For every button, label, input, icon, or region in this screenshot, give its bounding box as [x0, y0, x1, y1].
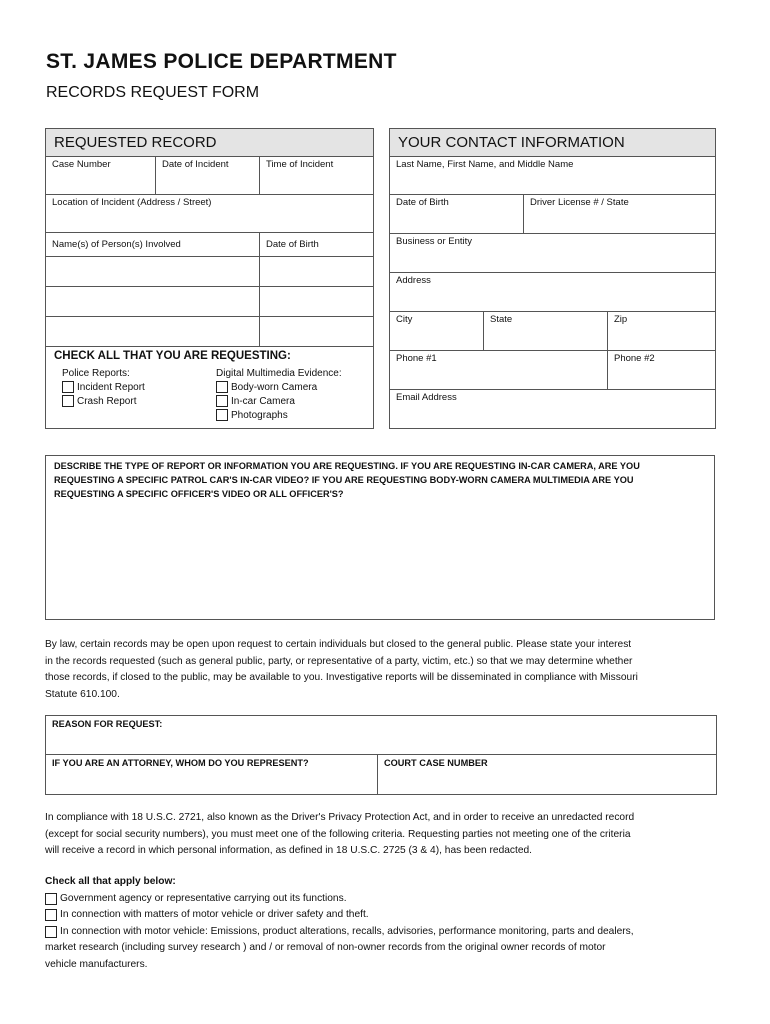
photographs-label: Photographs: [231, 409, 288, 421]
person-dob-input[interactable]: [260, 287, 374, 317]
contact-dob-label: Date of Birth: [396, 197, 449, 208]
location-field[interactable]: [46, 195, 374, 233]
criteria-title: Check all that apply below:: [45, 876, 176, 887]
zip-label: Zip: [614, 314, 628, 325]
crash-report-option[interactable]: [62, 394, 145, 408]
crash-report-label: Crash Report: [77, 395, 137, 407]
reason-field[interactable]: [46, 716, 717, 755]
photographs-checkbox[interactable]: [216, 409, 228, 421]
driver-license-label: Driver License # / State: [530, 197, 629, 208]
criteria-label: In connection with matters of motor vehicle or driver safety and theft.: [60, 909, 369, 920]
contact-info-table: [389, 128, 716, 429]
phone2-field[interactable]: [608, 351, 716, 390]
describe-line: REQUESTING A SPECIFIC OFFICER'S VIDEO OR ALL OFFICER'S?: [54, 489, 344, 499]
checklist-title: CHECK ALL THAT YOU ARE REQUESTING:: [54, 350, 291, 362]
criteria-label-continued: vehicle manufacturers.: [45, 958, 148, 970]
person-name-input[interactable]: [46, 287, 260, 317]
persons-involved-label: Name(s) of Person(s) Involved: [52, 239, 181, 250]
court-case-label: COURT CASE NUMBER: [384, 758, 488, 768]
paragraph-line: (except for social security numbers), you must meet one of the following criteria. Requesting parties not meeting one of the criteria: [45, 828, 631, 840]
state-label: State: [490, 314, 513, 325]
address-label: Address: [396, 275, 431, 286]
paragraph-line: in the records requested (such as general public, party, or representative of a party, victim, etc.) so that we may determine whether: [45, 655, 633, 667]
attorney-label: IF YOU ARE AN ATTORNEY, WHOM DO YOU REPRESENT?: [52, 758, 309, 768]
page-title: ST. JAMES POLICE DEPARTMENT: [46, 50, 397, 73]
person-name-input[interactable]: [46, 317, 260, 347]
multimedia-label: Digital Multimedia Evidence:: [216, 367, 342, 379]
incident-report-option[interactable]: [62, 380, 145, 394]
case-number-field[interactable]: [46, 157, 156, 195]
person-dob-input[interactable]: [260, 257, 374, 287]
contact-info-heading: YOUR CONTACT INFORMATION: [390, 129, 716, 157]
requested-record-heading: REQUESTED RECORD: [46, 129, 374, 157]
criteria-label: In connection with motor vehicle: Emissions, product alterations, recalls, advisories, performance monitoring, parts and dealers,: [60, 925, 634, 937]
criteria-section: [45, 874, 735, 973]
attorney-field[interactable]: [46, 755, 378, 795]
email-label: Email Address: [396, 392, 457, 403]
full-name-field[interactable]: [390, 157, 716, 195]
paragraph-line: In compliance with 18 U.S.C. 2721, also known as the Driver's Privacy Protection Act, and in order to receive an unredacted record: [45, 812, 635, 823]
city-field[interactable]: [390, 312, 484, 351]
compliance-paragraph: [45, 810, 725, 860]
motor-vehicle-checkbox[interactable]: [45, 926, 57, 938]
date-of-incident-label: Date of Incident: [162, 159, 229, 170]
criteria-label-continued: market research (including survey research ) and / or removal of non-owner records from the original owner records of motor: [45, 942, 606, 953]
persons-involved-header: [46, 233, 260, 257]
form-subtitle: RECORDS REQUEST FORM: [46, 84, 260, 101]
zip-field[interactable]: [608, 312, 716, 351]
criteria-label: Government agency or representative carrying out its functions.: [60, 892, 347, 904]
law-paragraph: [45, 637, 725, 703]
photographs-option[interactable]: [216, 408, 342, 422]
describe-line: REQUESTING A SPECIFIC PATROL CAR'S IN-CAR VIDEO? IF YOU ARE REQUESTING BODY-WORN CAMERA MULTIMEDIA ARE YOU: [54, 475, 634, 485]
describe-request-textarea[interactable]: [45, 455, 715, 620]
crash-report-checkbox[interactable]: [62, 395, 74, 407]
contact-dob-field[interactable]: [390, 195, 524, 234]
business-entity-field[interactable]: [390, 234, 716, 273]
case-number-label: Case Number: [52, 159, 111, 170]
person-name-input[interactable]: [46, 257, 260, 287]
phone2-label: Phone #2: [614, 353, 655, 364]
reason-table: [45, 715, 717, 795]
paragraph-line: those records, if closed to the public, may be available to you. Investigative reports will be disseminated in compliance with Missouri: [45, 672, 638, 683]
driver-license-field[interactable]: [524, 195, 716, 234]
government-checkbox[interactable]: [45, 893, 57, 905]
dob-header: [260, 233, 374, 257]
body-worn-camera-option[interactable]: [216, 380, 342, 394]
reason-label: REASON FOR REQUEST:: [52, 719, 163, 729]
persons-dob-label: Date of Birth: [266, 239, 319, 250]
person-dob-input[interactable]: [260, 317, 374, 347]
phone1-label: Phone #1: [396, 353, 437, 364]
body-worn-camera-checkbox[interactable]: [216, 381, 228, 393]
paragraph-line: Statute 610.100.: [45, 688, 120, 700]
email-field[interactable]: [390, 390, 716, 429]
address-field[interactable]: [390, 273, 716, 312]
describe-line: DESCRIBE THE TYPE OF REPORT OR INFORMATION YOU ARE REQUESTING. IF YOU ARE REQUESTING IN-CAR CAMERA, ARE YOU: [54, 461, 640, 471]
incident-report-checkbox[interactable]: [62, 381, 74, 393]
phone1-field[interactable]: [390, 351, 608, 390]
full-name-label: Last Name, First Name, and Middle Name: [396, 159, 574, 170]
police-reports-label: Police Reports:: [62, 367, 130, 379]
location-label: Location of Incident (Address / Street): [52, 197, 212, 208]
in-car-camera-checkbox[interactable]: [216, 395, 228, 407]
in-car-camera-label: In-car Camera: [231, 395, 295, 407]
criteria-option-safety[interactable]: [45, 907, 735, 924]
incident-report-label: Incident Report: [77, 381, 145, 393]
checklist-section: [46, 347, 374, 429]
body-worn-camera-label: Body-worn Camera: [231, 381, 318, 393]
state-field[interactable]: [484, 312, 608, 351]
business-entity-label: Business or Entity: [396, 236, 473, 247]
safety-checkbox[interactable]: [45, 909, 57, 921]
court-case-field[interactable]: [378, 755, 717, 795]
requested-record-table: [45, 128, 374, 429]
time-of-incident-label: Time of Incident: [266, 159, 334, 170]
criteria-option-motor-vehicle[interactable]: [45, 924, 735, 941]
criteria-option-government[interactable]: [45, 891, 735, 908]
in-car-camera-option[interactable]: [216, 394, 342, 408]
city-label: City: [396, 314, 413, 325]
date-of-incident-field[interactable]: [156, 157, 260, 195]
time-of-incident-field[interactable]: [260, 157, 374, 195]
paragraph-line: will receive a record in which personal information, as defined in 18 U.S.C. 2725 (3 & 4), has been redacted.: [45, 845, 533, 856]
paragraph-line: By law, certain records may be open upon request to certain individuals but closed to the general public. Please state your interest: [45, 639, 632, 650]
